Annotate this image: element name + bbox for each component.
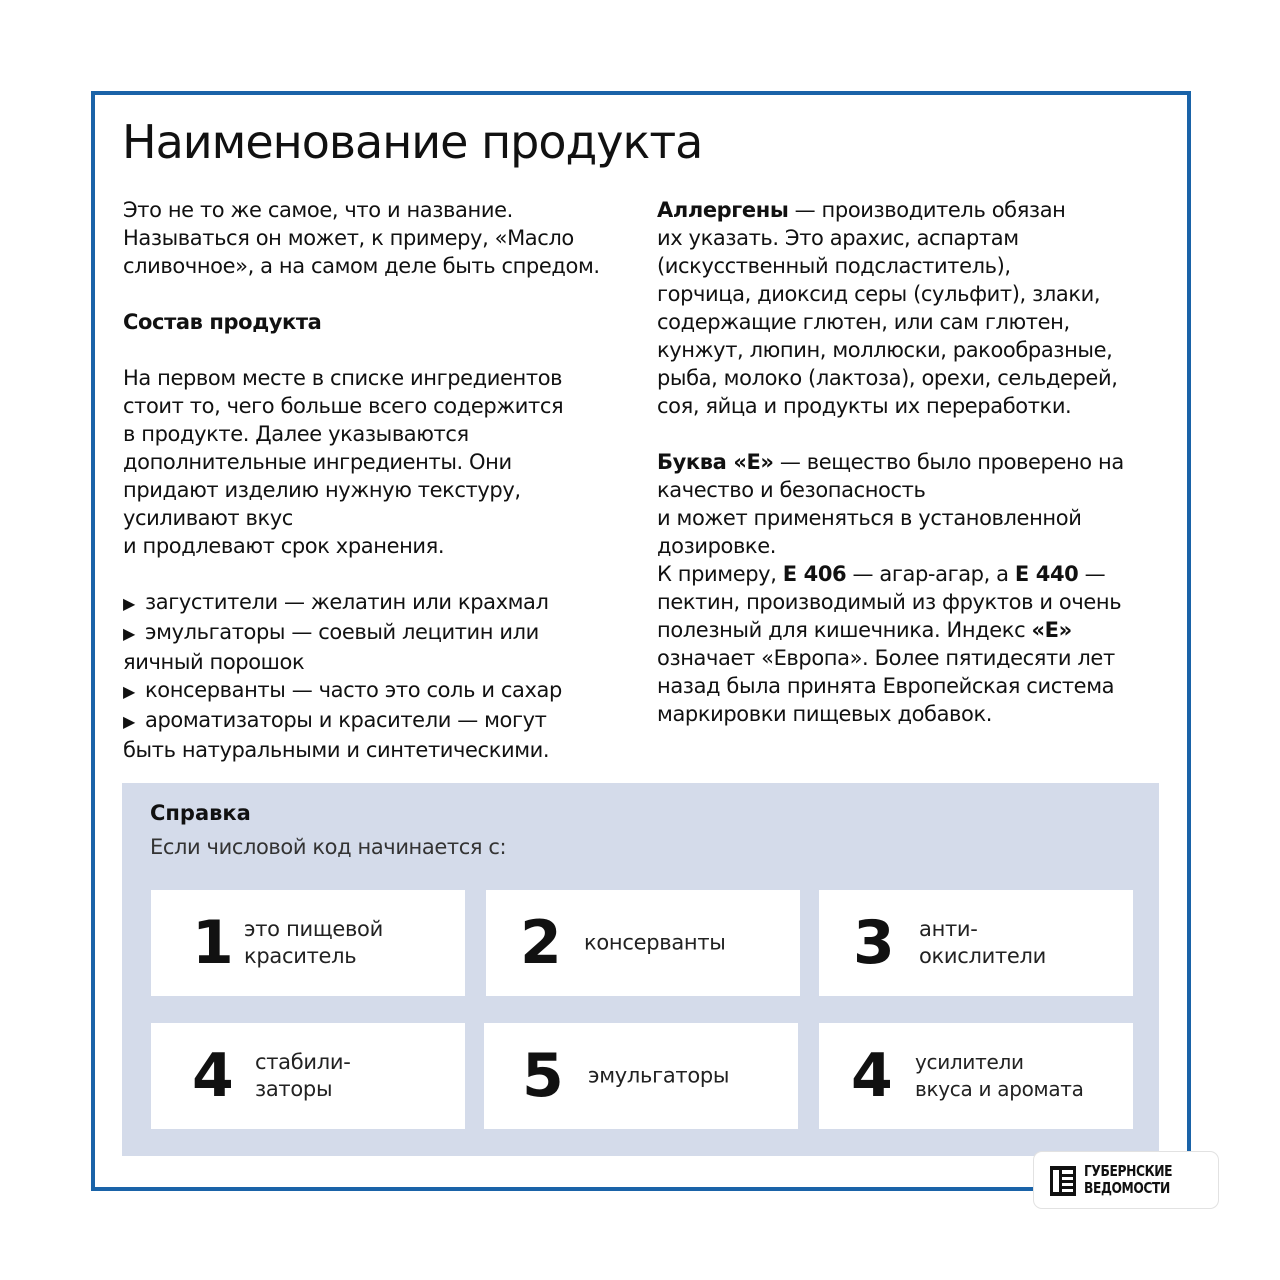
code-label: это пищевой краситель	[244, 917, 383, 968]
triangle-bullet-icon: ▶	[123, 594, 135, 613]
code-card-3	[819, 890, 1133, 996]
list-item: ▶ ароматизаторы и красители — могут быть натуральными и синтетическими.	[123, 708, 550, 762]
list-item: ▶ консерванты — часто это соль и сахар	[123, 676, 633, 706]
reference-title: Справка	[150, 801, 251, 825]
reference-subtitle: Если числовой код начинается с:	[150, 835, 507, 859]
composition-paragraph: На первом месте в списке ингредиентов стоит то, чего больше всего содержится в продукте. Далее указываются дополнительные ингредиенты. Они придают изделию нужную текстуру, усиливают вкус и продлевают срок хранения.	[123, 366, 564, 558]
code-label: консерванты	[584, 930, 726, 955]
code-card-4	[151, 1023, 465, 1129]
code-card-5	[484, 1023, 798, 1129]
code-number: 4	[192, 1041, 234, 1111]
code-number: 5	[522, 1041, 564, 1111]
publisher-logo	[1034, 1152, 1218, 1208]
code-card-6	[819, 1023, 1133, 1129]
left-column	[123, 196, 633, 764]
code-number: 1	[192, 908, 234, 978]
ingredient-list	[123, 588, 633, 764]
list-item: ▶ эмульгаторы — соевый лецитин или яичный порошок	[123, 620, 539, 674]
right-column	[657, 196, 1167, 728]
list-item: ▶ загустители — желатин или крахмал	[123, 588, 633, 618]
code-card-1	[151, 890, 465, 996]
triangle-bullet-icon: ▶	[123, 712, 135, 731]
code-number: 4	[851, 1041, 893, 1111]
triangle-bullet-icon: ▶	[123, 624, 135, 643]
triangle-bullet-icon: ▶	[123, 682, 135, 701]
code-number: 2	[520, 908, 562, 978]
page-title: Наименование продукта	[122, 115, 703, 169]
code-label: эмульгаторы	[588, 1063, 730, 1088]
intro-paragraph: Это не то же самое, что и название. Называться он может, к примеру, «Масло сливочное», а на самом деле быть спредом.	[123, 198, 600, 278]
logo-wordmark: ГУБЕРНСКИЕ ВЕДОМОСТИ	[1084, 1162, 1173, 1197]
section-heading-composition: Состав продукта	[123, 310, 322, 334]
code-card-2	[486, 890, 800, 996]
newspaper-emblem-icon	[1050, 1166, 1076, 1196]
allergens-paragraph: Аллергены — производитель обязан их указать. Это арахис, аспартам (искусственный подсластитель), горчица, диоксид серы (сульфит), злаки, содержащие глютен, или сам глютен, кунжут, люпин, моллюски, ракообразные, рыба, молоко (лактоза), орехи, сельдерей, соя, яйца и продукты их переработки.	[657, 198, 1118, 418]
code-label: усилители вкуса и аромата	[915, 1050, 1084, 1101]
code-label: анти- окислители	[919, 917, 1047, 968]
code-number: 3	[853, 908, 895, 978]
e-letter-paragraph: Буква «Е» — вещество было проверено на качество и безопасность и может применяться в установленной дозировке. К примеру, Е 406 — агар-агар, а Е 440 — пектин, производимый из фруктов и очень полезный для кишечника. Индекс «Е» означает «Европа». Более пятидесяти лет назад была принята Европейская система маркировки пищевых добавок.	[657, 450, 1124, 726]
code-label: стабили- заторы	[255, 1050, 351, 1101]
reference-panel	[122, 783, 1159, 1156]
